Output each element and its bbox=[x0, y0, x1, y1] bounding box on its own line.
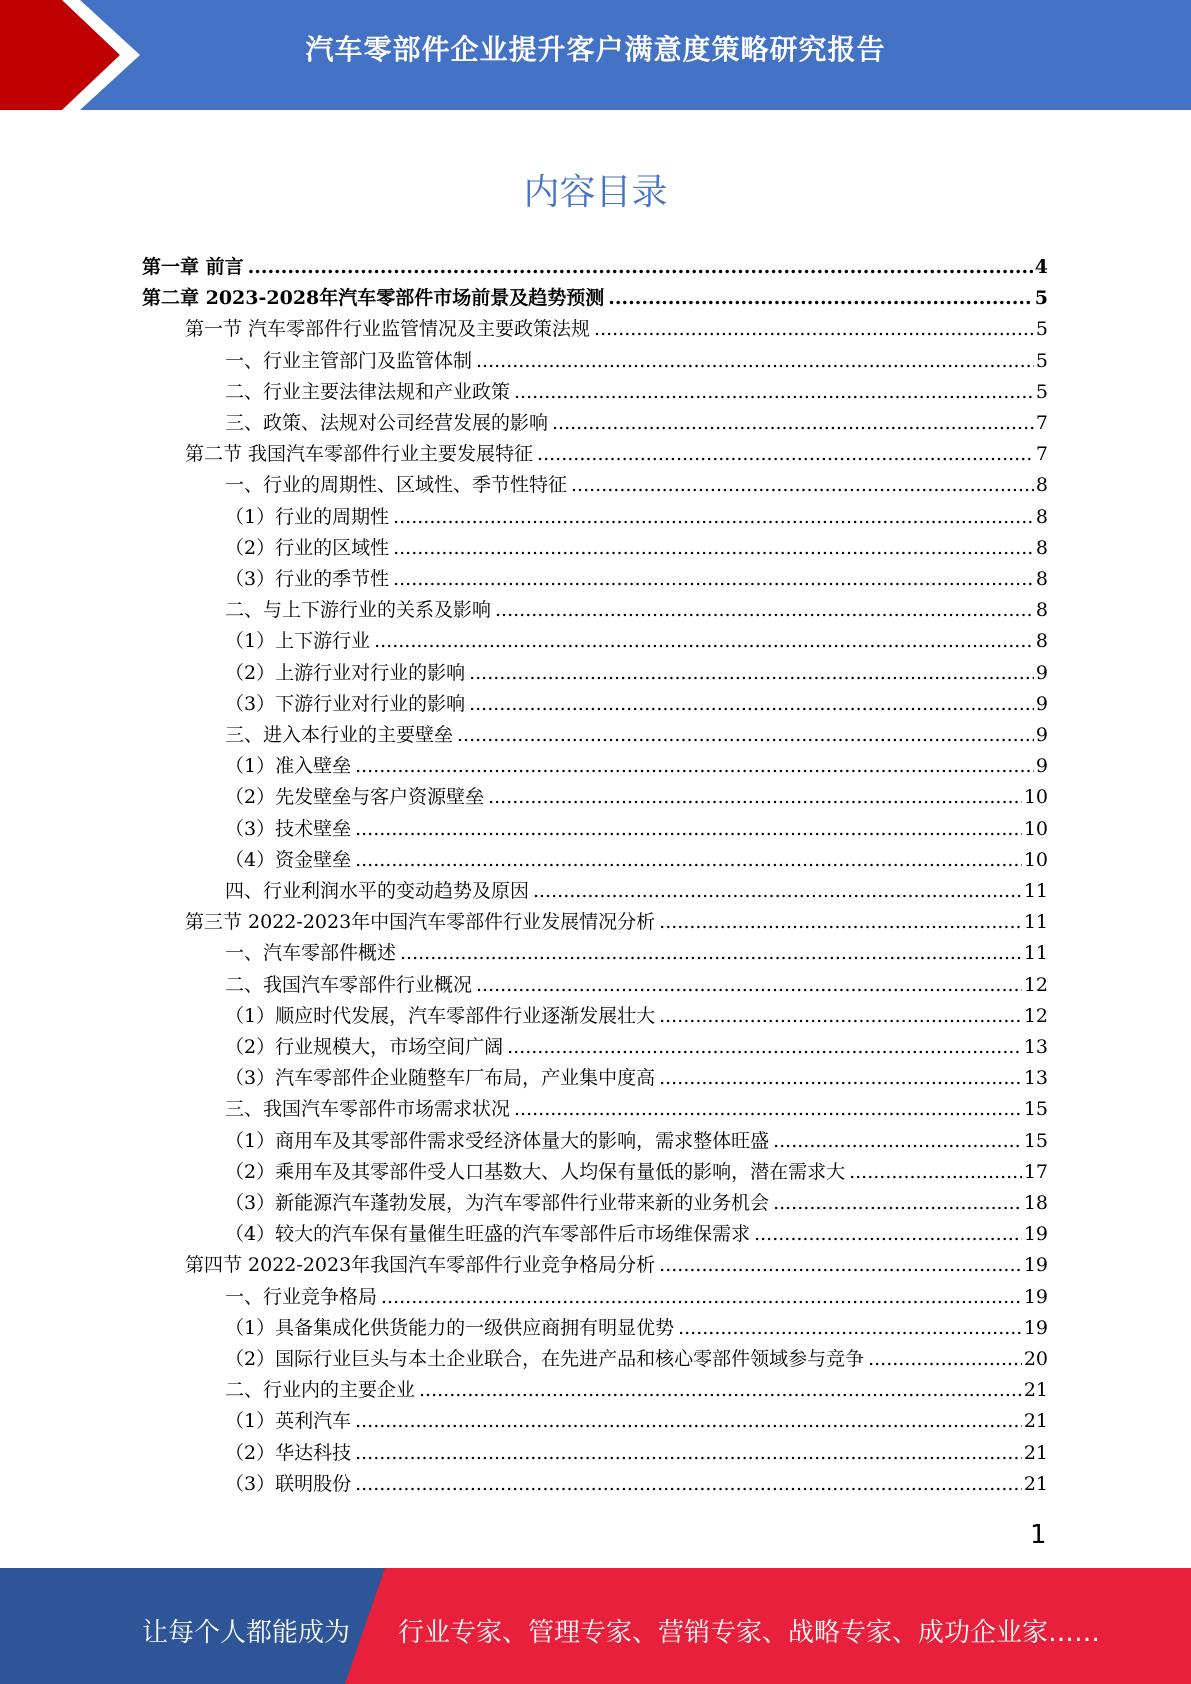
page-number: 1 bbox=[1030, 1520, 1047, 1550]
toc-leader-dots bbox=[537, 440, 1034, 468]
toc-entry-title: （3）技术壁垒 bbox=[225, 817, 352, 840]
toc-entry-title: （1）商用车及其零部件需求受经济体量大的影响，需求整体旺盛 bbox=[225, 1129, 770, 1152]
toc-leader-dots bbox=[533, 877, 1022, 905]
toc-entry-title: 二、行业内的主要企业 bbox=[225, 1379, 416, 1402]
toc-leader-dots bbox=[393, 534, 1034, 562]
toc-entry-title: （2）先发壁垒与客户资源壁垒 bbox=[225, 786, 485, 809]
toc-entry-title: 一、汽车零部件概述 bbox=[225, 942, 397, 965]
toc-entry-page: 10 bbox=[1023, 848, 1048, 871]
toc-entry[interactable] bbox=[225, 752, 1048, 780]
toc-entry-page: 21 bbox=[1023, 1472, 1048, 1495]
toc-entry-title: 第一节 汽车零部件行业监管情况及主要政策法规 bbox=[185, 318, 591, 341]
toc-leader-dots bbox=[659, 1251, 1022, 1279]
toc-entry-title: 二、我国汽车零部件行业概况 bbox=[225, 973, 473, 996]
toc-entry[interactable] bbox=[142, 284, 1048, 312]
toc-leader-dots bbox=[457, 721, 1034, 749]
toc-leader-dots bbox=[476, 971, 1022, 999]
toc-entry-page: 21 bbox=[1023, 1441, 1048, 1464]
toc-title: 内容目录 bbox=[523, 172, 668, 213]
footer-slogan-right: 行业专家、管理专家、营销专家、战略专家、成功企业家…… bbox=[398, 1618, 1101, 1648]
toc-entry[interactable] bbox=[225, 1127, 1048, 1155]
toc-entry-title: 一、行业竞争格局 bbox=[225, 1285, 378, 1308]
toc-entry-page: 15 bbox=[1023, 1129, 1048, 1152]
toc-entry-page: 9 bbox=[1035, 724, 1048, 746]
toc-entry[interactable] bbox=[142, 253, 1048, 281]
toc-entry-title: 三、我国汽车零部件市场需求状况 bbox=[225, 1098, 511, 1121]
toc-entry-title: （1）具备集成化供货能力的一级供应商拥有明显优势 bbox=[225, 1316, 675, 1339]
toc-leader-dots bbox=[849, 1158, 1022, 1186]
toc-entry-title: （1）顺应时代发展，汽车零部件行业逐渐发展壮大 bbox=[225, 1004, 656, 1027]
toc-leader-dots bbox=[678, 1314, 1022, 1342]
toc-entry-page: 12 bbox=[1023, 1004, 1048, 1027]
toc-entry[interactable] bbox=[225, 378, 1048, 406]
toc-entry-title: （1）准入壁垒 bbox=[225, 755, 352, 778]
toc-entry-title: 第一章 前言 bbox=[142, 256, 244, 278]
toc-entry-page: 17 bbox=[1023, 1160, 1048, 1183]
toc-leader-dots bbox=[514, 378, 1034, 406]
toc-entry-title: 一、行业的周期性、区域性、季节性特征 bbox=[225, 474, 568, 497]
toc-entry-title: （3）下游行业对行业的影响 bbox=[225, 692, 466, 715]
toc-entry-page: 9 bbox=[1035, 661, 1048, 684]
header-banner bbox=[0, 0, 1191, 110]
toc-entry-title: （1）行业的周期性 bbox=[225, 505, 390, 528]
toc-entry[interactable] bbox=[225, 721, 1048, 749]
toc-entry-title: 一、行业主管部门及监管体制 bbox=[225, 349, 473, 372]
toc-entry[interactable] bbox=[225, 471, 1048, 499]
toc-leader-dots bbox=[419, 1376, 1022, 1404]
toc-entry-page: 21 bbox=[1023, 1379, 1048, 1402]
toc-entry-page: 19 bbox=[1023, 1254, 1048, 1277]
toc-leader-dots bbox=[400, 939, 1022, 967]
toc-leader-dots bbox=[608, 284, 1033, 312]
toc-entry[interactable] bbox=[225, 783, 1048, 811]
toc-entry[interactable] bbox=[225, 627, 1048, 655]
toc-leader-dots bbox=[659, 1064, 1022, 1092]
toc-entry-page: 7 bbox=[1035, 443, 1048, 466]
toc-entry-title: 三、政策、法规对公司经营发展的影响 bbox=[225, 412, 549, 434]
toc-entry[interactable] bbox=[225, 1002, 1048, 1030]
toc-leader-dots bbox=[507, 1033, 1022, 1061]
toc-entry[interactable] bbox=[225, 1283, 1048, 1311]
toc-leader-dots bbox=[355, 846, 1022, 874]
toc-entry[interactable] bbox=[185, 908, 1048, 936]
toc-entry[interactable] bbox=[225, 534, 1048, 562]
toc-entry-page: 7 bbox=[1035, 412, 1048, 434]
toc-entry[interactable] bbox=[225, 815, 1048, 843]
toc-entry-page: 8 bbox=[1035, 474, 1048, 497]
toc-entry[interactable] bbox=[225, 846, 1048, 874]
toc-entry[interactable] bbox=[225, 565, 1048, 593]
toc-entry-title: 三、进入本行业的主要壁垒 bbox=[225, 724, 454, 746]
toc-entry-title: （2）华达科技 bbox=[225, 1441, 352, 1464]
toc-leader-dots bbox=[355, 1439, 1022, 1467]
toc-entry-page: 21 bbox=[1023, 1410, 1048, 1433]
toc-leader-dots bbox=[773, 1189, 1022, 1217]
toc-leader-dots bbox=[393, 503, 1034, 531]
toc-entry-title: 第二章 2023-2028年汽车零部件市场前景及趋势预测 bbox=[142, 287, 605, 310]
toc-entry[interactable] bbox=[225, 503, 1048, 531]
toc-entry-page: 10 bbox=[1023, 786, 1048, 809]
toc-entry-title: 二、与上下游行业的关系及影响 bbox=[225, 599, 492, 622]
toc-entry-page: 11 bbox=[1023, 942, 1048, 965]
toc-entry-page: 8 bbox=[1035, 630, 1048, 653]
toc-leader-dots bbox=[355, 815, 1022, 843]
toc-entry-title: （1）上下游行业 bbox=[225, 630, 371, 653]
toc-entry[interactable] bbox=[225, 939, 1048, 967]
toc-entry-page: 13 bbox=[1023, 1036, 1048, 1058]
toc-entry-page: 19 bbox=[1023, 1316, 1048, 1339]
toc-entry[interactable] bbox=[225, 1158, 1048, 1186]
toc-entry[interactable] bbox=[225, 659, 1048, 687]
chevron-arrow-icon bbox=[0, 0, 160, 110]
toc-entry[interactable] bbox=[185, 1251, 1048, 1279]
report-title: 汽车零部件企业提升客户满意度策略研究报告 bbox=[305, 33, 886, 66]
toc-entry-page: 10 bbox=[1023, 817, 1048, 840]
footer-slogan-left: 让每个人都能成为 bbox=[142, 1618, 351, 1648]
toc-entry[interactable] bbox=[225, 1064, 1048, 1092]
footer-banner bbox=[0, 1568, 1191, 1684]
toc-entry[interactable] bbox=[225, 409, 1048, 437]
toc-entry[interactable] bbox=[225, 1470, 1048, 1498]
toc-leader-dots bbox=[659, 1002, 1022, 1030]
toc-entry-page: 5 bbox=[1035, 380, 1048, 403]
toc-entry[interactable] bbox=[225, 877, 1048, 905]
toc-entry[interactable] bbox=[185, 440, 1048, 468]
toc-entry-page: 5 bbox=[1034, 287, 1048, 310]
toc-entry[interactable] bbox=[225, 1314, 1048, 1342]
toc-leader-dots bbox=[552, 409, 1034, 437]
toc-entry-page: 15 bbox=[1023, 1098, 1048, 1121]
toc-entry[interactable] bbox=[225, 596, 1048, 624]
toc-entry-page: 19 bbox=[1023, 1223, 1048, 1246]
toc-leader-dots bbox=[495, 596, 1034, 624]
toc-entry-title: （3）行业的季节性 bbox=[225, 568, 390, 590]
toc-entry[interactable] bbox=[185, 315, 1048, 343]
toc-leader-dots bbox=[381, 1283, 1022, 1311]
toc-entry[interactable] bbox=[225, 347, 1048, 375]
toc-entry-page: 5 bbox=[1035, 349, 1048, 372]
toc-entry-title: 第三节 2022-2023年中国汽车零部件行业发展情况分析 bbox=[185, 911, 656, 934]
toc-leader-dots bbox=[355, 1407, 1022, 1435]
toc-entry-page: 9 bbox=[1035, 692, 1048, 715]
toc-leader-dots bbox=[773, 1127, 1022, 1155]
toc-entry-page: 4 bbox=[1034, 256, 1048, 278]
toc-leader-dots bbox=[374, 627, 1034, 655]
toc-entry[interactable] bbox=[225, 971, 1048, 999]
toc-leader-dots bbox=[488, 783, 1022, 811]
toc-entry-page: 8 bbox=[1035, 599, 1048, 622]
toc-entry-title: （2）行业规模大，市场空间广阔 bbox=[225, 1036, 504, 1058]
toc-entry-title: （1）英利汽车 bbox=[225, 1410, 352, 1433]
toc-entry-page: 19 bbox=[1023, 1285, 1048, 1308]
toc-leader-dots bbox=[514, 1095, 1022, 1123]
toc-entry-page: 8 bbox=[1035, 505, 1048, 528]
toc-leader-dots bbox=[754, 1220, 1022, 1248]
toc-leader-dots bbox=[476, 347, 1034, 375]
toc-entry[interactable] bbox=[225, 1376, 1048, 1404]
toc-entry-title: 四、行业利润水平的变动趋势及原因 bbox=[225, 880, 530, 902]
toc-entry-title: （3）新能源汽车蓬勃发展，为汽车零部件行业带来新的业务机会 bbox=[225, 1192, 770, 1214]
toc-leader-dots bbox=[868, 1345, 1022, 1373]
toc-entry-page: 11 bbox=[1023, 880, 1048, 902]
toc-entry-page: 8 bbox=[1035, 568, 1048, 590]
toc-leader-dots bbox=[469, 690, 1034, 718]
toc-entry-title: （2）乘用车及其零部件受人口基数大、人均保有量低的影响，潜在需求大 bbox=[225, 1160, 846, 1183]
toc-entry[interactable] bbox=[225, 690, 1048, 718]
toc-entry-title: （2）行业的区域性 bbox=[225, 536, 390, 559]
toc-entry-title: （2）国际行业巨头与本土企业联合，在先进产品和核心零部件领域参与竞争 bbox=[225, 1348, 865, 1370]
toc-leader-dots bbox=[355, 1470, 1022, 1498]
toc-entry[interactable] bbox=[225, 1189, 1048, 1217]
toc-entry[interactable] bbox=[225, 1220, 1048, 1248]
toc-entry-page: 8 bbox=[1035, 536, 1048, 559]
toc-entry-title: （3）联明股份 bbox=[225, 1472, 352, 1495]
toc-entry[interactable] bbox=[225, 1345, 1048, 1373]
toc-entry-title: 第四节 2022-2023年我国汽车零部件行业竞争格局分析 bbox=[185, 1254, 656, 1277]
toc-leader-dots bbox=[571, 471, 1034, 499]
toc-leader-dots bbox=[355, 752, 1034, 780]
toc-entry-page: 5 bbox=[1035, 318, 1048, 341]
toc-entry[interactable] bbox=[225, 1407, 1048, 1435]
toc-entry-page: 18 bbox=[1023, 1192, 1048, 1214]
toc-entry-title: 二、行业主要法律法规和产业政策 bbox=[225, 380, 511, 403]
toc-entry[interactable] bbox=[225, 1439, 1048, 1467]
toc-entry-page: 20 bbox=[1023, 1348, 1048, 1370]
toc-leader-dots bbox=[248, 253, 1033, 281]
toc-entry-title: （2）上游行业对行业的影响 bbox=[225, 661, 466, 684]
toc-entry[interactable] bbox=[225, 1095, 1048, 1123]
toc-entry-title: 第二节 我国汽车零部件行业主要发展特征 bbox=[185, 443, 534, 466]
toc-leader-dots bbox=[659, 908, 1022, 936]
toc-entry-title: （3）汽车零部件企业随整车厂布局，产业集中度高 bbox=[225, 1067, 656, 1090]
toc-entry-title: （4）资金壁垒 bbox=[225, 848, 352, 871]
toc-entry[interactable] bbox=[225, 1033, 1048, 1061]
toc-leader-dots bbox=[594, 315, 1034, 343]
toc-entry-page: 13 bbox=[1023, 1067, 1048, 1090]
toc-entry-page: 9 bbox=[1035, 755, 1048, 778]
toc-leader-dots bbox=[469, 659, 1034, 687]
toc-leader-dots bbox=[393, 565, 1034, 593]
toc-entry-page: 11 bbox=[1023, 911, 1048, 934]
toc-entry-title: （4）较大的汽车保有量催生旺盛的汽车零部件后市场维保需求 bbox=[225, 1223, 751, 1246]
toc-entry-page: 12 bbox=[1023, 973, 1048, 996]
